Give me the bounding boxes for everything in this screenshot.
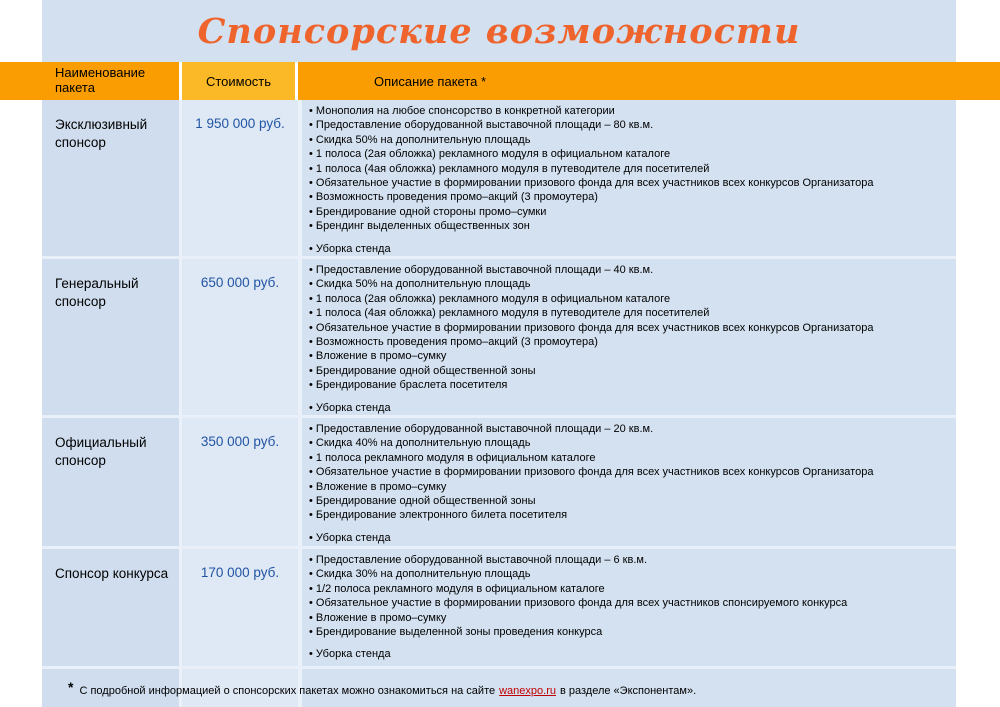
- feature-item: • 1 полоса (4ая обложка) рекламного модуля в путеводителе для посетителей: [309, 306, 948, 320]
- feature-item: • Предоставление оборудованной выставочной площади – 80 кв.м.: [309, 118, 948, 132]
- footnote: [42, 669, 956, 707]
- feature-item: • 1 полоса (2ая обложка) рекламного модуля в официальном каталоге: [309, 147, 948, 161]
- package-price: 350 000 руб.: [200, 434, 280, 449]
- feature-item: • Возможность проведения промо–акций (3 промоутера): [309, 335, 948, 349]
- page-title: Спонсорские возможности: [197, 10, 801, 52]
- feature-item: • Предоставление оборудованной выставочной площади – 20 кв.м.: [309, 422, 948, 436]
- feature-item: • Уборка стенда: [309, 531, 948, 545]
- feature-item: • 1 полоса рекламного модуля в официальном каталоге: [309, 451, 948, 465]
- feature-item: • Брендирование выделенной зоны проведения конкурса: [309, 625, 948, 639]
- feature-item: • 1 полоса (4ая обложка) рекламного модуля в путеводителе для посетителей: [309, 162, 948, 176]
- feature-item: • Вложение в промо–сумку: [309, 349, 948, 363]
- feature-item: • Предоставление оборудованной выставочной площади – 40 кв.м.: [309, 263, 948, 277]
- footnote-text-after: в разделе «Экспонентам».: [559, 685, 697, 697]
- column-header-description: Описание пакета *: [374, 73, 487, 89]
- footnote-text-before: С подробной информацией о спонсорских пакетах можно ознакомиться на сайте: [79, 685, 496, 697]
- table-row: [42, 549, 956, 669]
- package-name: Генеральный спонсор: [55, 276, 139, 309]
- package-features: [302, 549, 956, 666]
- package-name: Официальный спонсор: [55, 435, 147, 468]
- package-price: 170 000 руб.: [200, 565, 280, 580]
- table-row: [42, 100, 956, 259]
- feature-item: • Брендинг выделенных общественных зон: [309, 219, 948, 233]
- feature-item: • Брендирование одной стороны промо–сумки: [309, 205, 948, 219]
- title-area: [42, 0, 956, 62]
- package-features: [302, 259, 956, 415]
- package-price: 1 950 000 руб.: [195, 116, 285, 131]
- package-features: [302, 418, 956, 546]
- feature-item: • Скидка 40% на дополнительную площадь: [309, 436, 948, 450]
- feature-item: • Обязательное участие в формировании призового фонда для всех участников всех конкурсов Организатора: [309, 176, 948, 190]
- feature-item: • Уборка стенда: [309, 647, 948, 661]
- feature-item: • 1/2 полоса рекламного модуля в официальном каталоге: [309, 582, 948, 596]
- feature-item: • Предоставление оборудованной выставочной площади – 6 кв.м.: [309, 553, 948, 567]
- feature-item: • 1 полоса (2ая обложка) рекламного модуля в официальном каталоге: [309, 292, 948, 306]
- feature-item: • Брендирование одной общественной зоны: [309, 364, 948, 378]
- footnote-asterisk: *: [68, 679, 74, 695]
- feature-item: • Обязательное участие в формировании призового фонда для всех участников всех конкурсов Организатора: [309, 321, 948, 335]
- feature-item: • Брендирование электронного билета посетителя: [309, 508, 948, 522]
- package-name: Эксклюзивный спонсор: [55, 117, 148, 150]
- feature-item: • Брендирование одной общественной зоны: [309, 494, 948, 508]
- package-name: Спонсор конкурса: [55, 566, 169, 581]
- table-row: [42, 418, 956, 549]
- content-panel: [42, 0, 956, 707]
- table-header: [0, 62, 1000, 100]
- package-features: [302, 100, 956, 256]
- column-header-cost: Стоимость: [179, 62, 298, 100]
- feature-item: • Брендирование браслета посетителя: [309, 378, 948, 392]
- feature-item: • Скидка 50% на дополнительную площадь: [309, 133, 948, 147]
- column-header-name: Наименование пакета: [55, 65, 146, 95]
- feature-item: • Обязательное участие в формировании призового фонда для всех участников спонсируемого конкурса: [309, 596, 948, 610]
- feature-item: • Вложение в промо–сумку: [309, 611, 948, 625]
- package-price: 650 000 руб.: [200, 275, 280, 290]
- feature-item: • Монополия на любое спонсорство в конкретной категории: [309, 104, 948, 118]
- feature-item: • Уборка стенда: [309, 242, 948, 256]
- feature-item: • Уборка стенда: [309, 401, 948, 415]
- table-row: [42, 259, 956, 418]
- feature-item: • Обязательное участие в формировании призового фонда для всех участников всех конкурсов Организатора: [309, 465, 948, 479]
- feature-item: • Скидка 50% на дополнительную площадь: [309, 277, 948, 291]
- feature-item: • Вложение в промо–сумку: [309, 480, 948, 494]
- footnote-link[interactable]: wanexpo.ru: [499, 685, 556, 697]
- feature-item: • Скидка 30% на дополнительную площадь: [309, 567, 948, 581]
- feature-item: • Возможность проведения промо–акций (3 промоутера): [309, 190, 948, 204]
